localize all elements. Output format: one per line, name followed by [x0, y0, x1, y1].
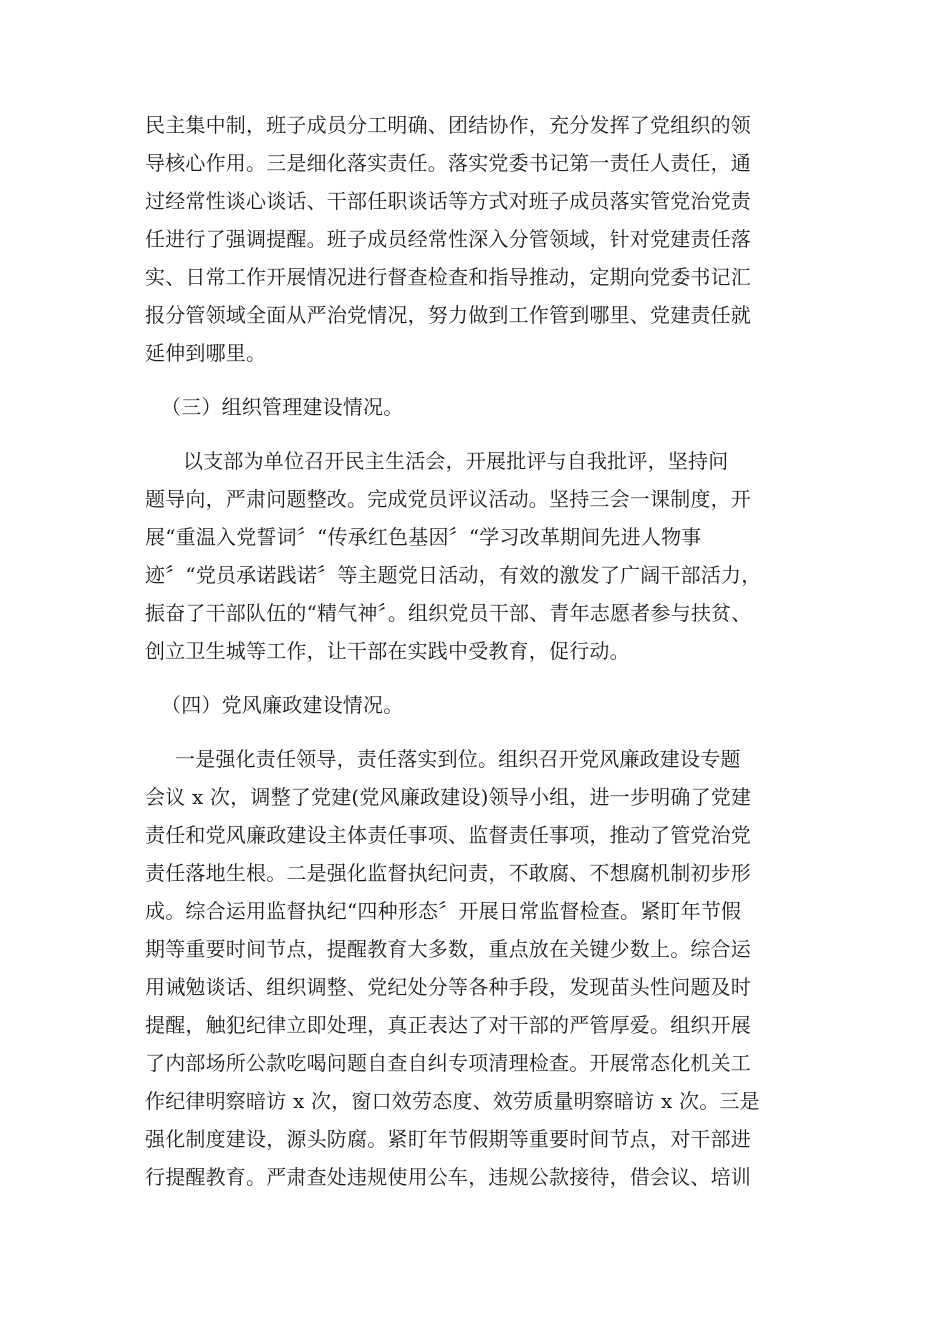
section-heading-integrity: （四）党风廉政建设情况。 — [161, 693, 404, 717]
text-line: 作纪律明察暗访 x 次，窗口效劳态度、效劳质量明察暗访 x 次。三是 — [145, 1089, 760, 1113]
text-line: 导核心作用。三是细化落实责任。落实党委书记第一责任人责任，通 — [145, 151, 751, 175]
paragraph-organization — [145, 442, 807, 670]
text-line: 责任和党风廉政建设主体责任事项、监督责任事项，推动了管党治党 — [145, 823, 751, 847]
text-line: 行提醒教育。严肃查处违规使用公车，违规公款接待，借会议、培训 — [145, 1165, 751, 1189]
text-line: 用诫勉谈话、组织调整、党纪处分等各种手段，发现苗头性问题及时 — [145, 975, 751, 999]
document-body — [145, 106, 807, 1196]
text-line: 创立卫生城等工作，让干部在实践中受教育，促行动。 — [145, 639, 630, 663]
paragraph-integrity — [145, 740, 807, 1196]
text-line: 报分管领域全面从严治党情况，努力做到工作管到哪里、党建责任就 — [145, 303, 751, 327]
text-line: 会议 x 次，调整了党建(党风廉政建设)领导小组，进一步明确了党建 — [145, 785, 752, 809]
text-line: 民主集中制，班子成员分工明确、团结协作，充分发挥了党组织的领 — [145, 113, 751, 137]
text-line: 实、日常工作开展情况进行督查检查和指导推动，定期向党委书记汇 — [145, 265, 751, 289]
text-line: 一是强化责任领导，责任落实到位。组织召开党风廉政建设专题 — [175, 747, 741, 771]
section-heading-organization: （三）组织管理建设情况。 — [161, 395, 404, 419]
text-line: 延伸到哪里。 — [145, 341, 267, 365]
text-line: 期等重要时间节点，提醒教育大多数，重点放在关键少数上。综合运 — [145, 937, 751, 961]
paragraph-gap — [145, 426, 807, 442]
text-line: 题导向，严肃问题整改。完成党员评议活动。坚持三会一课制度，开 — [145, 487, 751, 511]
text-line: 迹〞“党员承诺践诺〞等主题党日活动，有效的激发了广阔干部活力， — [145, 563, 762, 587]
text-line: 振奋了干部队伍的“精气神〞。组织党员干部、青年志愿者参与扶贫、 — [145, 601, 752, 625]
text-line: 成。综合运用监督执纪“四种形态〞开展日常监督检查。紧盯年节假 — [145, 899, 742, 923]
text-line: 展“重温入党誓词〞“传承红色基因〞“学习改革期间先进人物事 — [145, 525, 702, 549]
text-line: 过经常性谈心谈话、干部任职谈话等方式对班子成员落实管党治党责 — [145, 189, 751, 213]
text-line: 强化制度建设，源头防腐。紧盯年节假期等重要时间节点，对干部进 — [145, 1127, 751, 1151]
text-line: 责任落地生根。二是强化监督执纪问责，不敢腐、不想腐机制初步形 — [145, 861, 751, 885]
paragraph-gap — [145, 724, 807, 740]
text-line: 提醒，触犯纪律立即处理，真正表达了对干部的严管厚爱。组织开展 — [145, 1013, 751, 1037]
text-line: 了内部场所公款吃喝问题自查自纠专项清理检查。开展常态化机关工 — [145, 1051, 751, 1075]
text-line: 以支部为单位召开民主生活会，开展批评与自我批评，坚持问 — [183, 449, 729, 473]
text-line: 任进行了强调提醒。班子成员经常性深入分管领域，针对党建责任落 — [145, 227, 751, 251]
paragraph-leadership — [145, 106, 807, 372]
paragraph-gap — [145, 670, 807, 686]
paragraph-gap — [145, 372, 807, 388]
